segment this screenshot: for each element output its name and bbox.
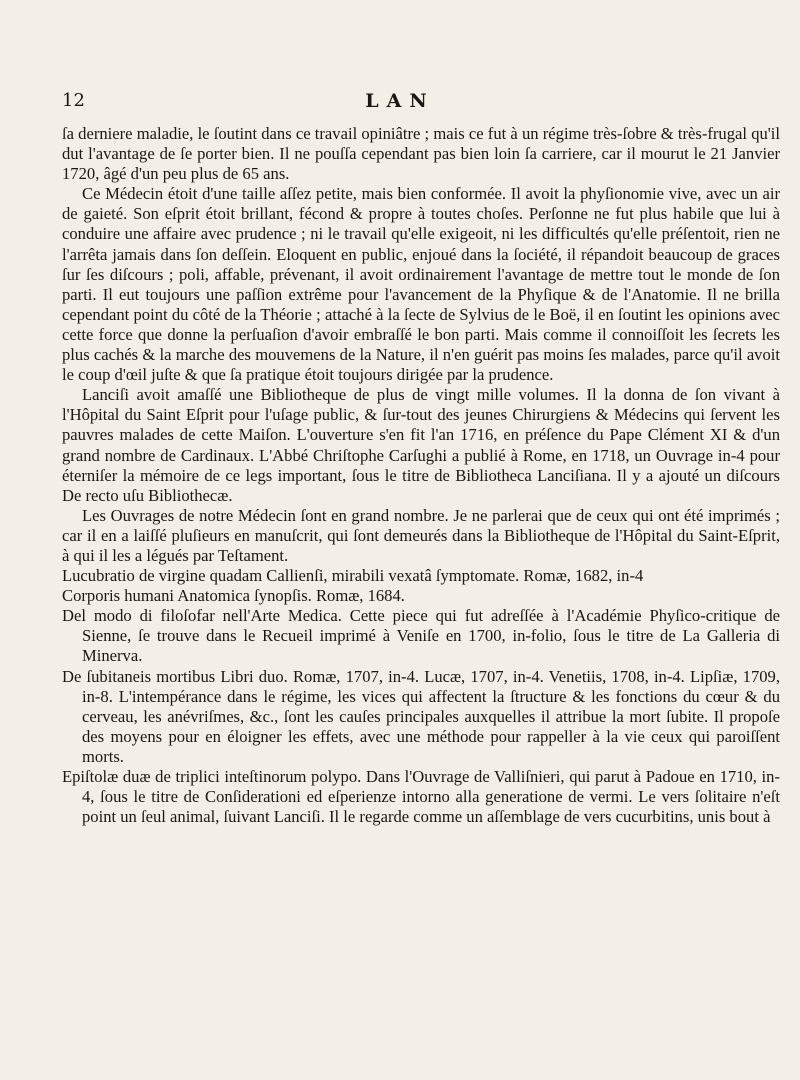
page-header [0, 90, 800, 116]
bibliography-entry: Del modo di filoſofar nell'Arte Medica. Cette piece qui fut adreſſée à l'Académie Phyſico-critique de Sienne, ſe trouve dans le Recueil imprimé à Veniſe en 1700, in-folio, ſous le titre de La Galleria di Minerva. [62, 606, 780, 666]
page-number: 12 [62, 90, 85, 111]
bibliography-entry: De ſubitaneis mortibus Libri duo. Romæ, 1707, in-4. Lucæ, 1707, in-4. Venetiis, 1708, in-4. Lipſiæ, 1709, in-8. L'intempérance dans le régime, les vices qui affectent la ſtructure & les fonctions du cœur & du cerveau, les anévriſmes, &c., ſont les cauſes principales auxquelles il attribue la mort ſubite. Il propoſe des moyens pour en éloigner les effets, avec une méthode pour rappeller à la vie ceux qui paroiſſent morts. [62, 666, 780, 766]
paragraph-portrait: Ce Médecin étoit d'une taille aſſez petite, mais bien conformée. Il avoit la phyſionomie vive, avec un air de gaieté. Son eſprit étoit brillant, fécond & propre à toutes choſes. Perſonne ne fut plus habile que lui à conduire une affaire avec prudence ; ni le travail qu'elle exigeoit, ni les difficultés qu'elle préſentoit, rien ne l'arrêta jamais dans ſon deſſein. Eloquent en public, enjoué dans la ſociété, il répandoit beaucoup de graces ſur ſes diſcours ; poli, affable, prévenant, il avoit ordinairement l'avantage de mettre tout le monde de ſon parti. Il eut toujours une paſſion extrême pour l'avancement de la Phyſique & de l'Anatomie. Il ne brilla cependant point du côté de la Théorie ; attaché à la ſecte de Sylvius de le Boë, il en ſoutint les opinions avec cette force que donne la perſuaſion d'avoir embraſſé le bon parti. Mais comme il connoiſſoit les ſecrets les plus cachés & la marche des mouvemens de la Nature, il n'en guérit pas moins ſes malades, parce qu'il avoit le coup d'œil juſte & que ſa pratique étoit toujours dirigée par la prudence. [62, 184, 780, 385]
body-text [62, 124, 780, 827]
bibliography-entry: Corporis humani Anatomica ſynopſis. Romæ, 1684. [62, 586, 405, 606]
paragraph-final-illness: ſa derniere maladie, le ſoutint dans ce travail opiniâtre ; mais ce fut à un régime très-ſobre & très-frugal qu'il dut l'avantage de ſe porter bien. Il ne pouſſa cependant pas bien loin ſa carriere, car il mourut le 21 Janvier 1720, âgé d'un peu plus de 65 ans. [62, 124, 780, 184]
paragraph-library: Lanciſi avoit amaſſé une Bibliotheque de plus de vingt mille volumes. Il la donna de ſon vivant à l'Hôpital du Saint Eſprit pour l'uſage public, & ſur-tout des jeunes Chirurgiens & Médecins qui ſervent les pauvres malades de cette Maiſon. L'ouverture s'en fit l'an 1716, en préſence du Pape Clément XI & d'un grand nombre de Cardinaux. L'Abbé Chriſtophe Carſughi a publié à Rome, en 1718, un Ouvrage in-4 pour éterniſer la mémoire de ce legs important, ſous le titre de Bibliotheca Lanciſiana. Il y a ajouté un diſcours De recto uſu Bibliothecæ. [62, 385, 780, 505]
bibliography-entry: Epiſtolæ duæ de triplici inteſtinorum polypo. Dans l'Ouvrage de Valliſnieri, qui parut à Padoue en 1710, in-4, ſous le titre de Conſiderationi ed eſperienze intorno alla generatione de vermi. Le vers ſolitaire n'eſt point un ſeul animal, ſuivant Lanciſi. Il le regarde comme un aſſemblage de vers cucurbitins, unis bout à [62, 767, 780, 827]
running-head: LAN [365, 90, 435, 112]
paragraph-works-intro: Les Ouvrages de notre Médecin ſont en grand nombre. Je ne parlerai que de ceux qui ont été imprimés ; car il en a laiſſé pluſieurs en manuſcrit, qui ſont demeurés dans la Bibliotheque de l'Hôpital du Saint-Eſprit, à qui il les a légués par Teſtament. [62, 505, 780, 565]
bibliography-entry: Lucubratio de virgine quadam Callienſi, mirabili vexatâ ſymptomate. Romæ, 1682, in-4 [62, 566, 644, 586]
